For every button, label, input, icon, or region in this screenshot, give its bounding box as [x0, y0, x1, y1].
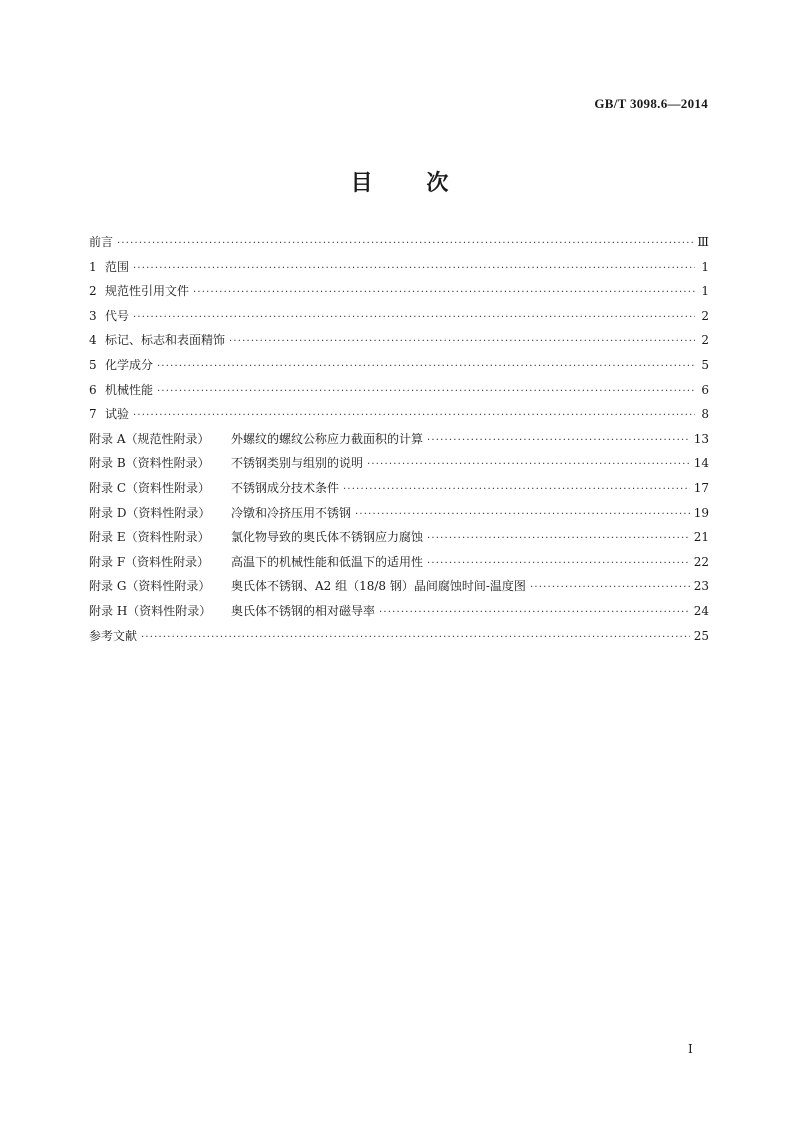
page-title: [0, 166, 799, 197]
toc-entry-label: 高温下的机械性能和低温下的适用性: [231, 554, 424, 569]
dot-leader: [427, 431, 690, 451]
toc-entry[interactable]: [89, 601, 709, 626]
toc-entry-page: 14: [693, 456, 709, 471]
toc-entry-annex: 附录 G（资料性附录）: [89, 579, 211, 594]
toc-entry-label: 试验: [105, 407, 130, 422]
standard-code: GB/T 3098.6—2014: [594, 96, 708, 111]
dot-leader: [530, 578, 690, 598]
toc-entry[interactable]: [89, 257, 709, 282]
dot-leader: [193, 283, 695, 303]
toc-entry-page: 21: [693, 530, 709, 545]
toc-entry-page: 2: [701, 308, 709, 323]
toc-entry-number: 2: [89, 284, 97, 299]
toc-entry-page: 25: [693, 628, 709, 643]
toc-entry-page: 13: [693, 431, 709, 446]
toc-entry-label: 前言: [89, 235, 114, 249]
toc-entry[interactable]: [89, 503, 709, 528]
toc-entry[interactable]: [89, 527, 709, 552]
toc-entry[interactable]: [89, 330, 709, 355]
dot-leader: [229, 332, 695, 352]
toc-entry-annex: 附录 B（资料性附录）: [89, 456, 210, 471]
toc-entry-label: 化学成分: [105, 357, 154, 372]
toc-entry-label: 规范性引用文件: [105, 284, 190, 299]
toc-entry-annex: 附录 A（规范性附录）: [89, 431, 210, 446]
toc-entry-annex: 附录 H（资料性附录）: [89, 603, 212, 618]
toc-entry-page: 17: [693, 480, 709, 495]
toc-entry-label: 机械性能: [105, 382, 154, 397]
title-char-2: 次: [426, 170, 449, 196]
dot-leader: [355, 505, 690, 525]
toc-entry-page: 1: [701, 259, 709, 274]
toc-entry-page: 6: [701, 382, 709, 397]
toc-entry-page: 2: [701, 333, 709, 348]
toc-entry-label: 代号: [105, 308, 130, 323]
toc-entry-label: 奥氏体不锈钢、A2 组（18/8 钢）晶间腐蚀时间-温度图: [231, 579, 526, 594]
toc-entry[interactable]: [89, 429, 709, 454]
toc-entry[interactable]: [89, 576, 709, 601]
toc-entry[interactable]: [89, 453, 709, 478]
toc-entry-number: 1: [89, 259, 97, 274]
toc-entry-label: 奥氏体不锈钢的相对磁导率: [231, 603, 376, 618]
dot-leader: [133, 406, 695, 426]
toc-entry-page: 22: [693, 554, 709, 569]
toc-entry-annex: 附录 F（资料性附录）: [89, 554, 210, 569]
toc-entry-annex: 附录 E（资料性附录）: [89, 530, 210, 545]
toc-entry[interactable]: [89, 232, 709, 257]
toc-entry-page: 1: [701, 284, 709, 299]
toc-entry[interactable]: [89, 306, 709, 331]
toc-entry-number: 3: [89, 308, 97, 323]
toc-entry-label: 参考文献: [89, 628, 138, 643]
toc-entry-number: 6: [89, 382, 97, 397]
toc-entry-label: 不锈钢成分技术条件: [231, 480, 340, 495]
toc-entry-page: 24: [693, 603, 709, 618]
toc-entry-number: 5: [89, 357, 97, 372]
toc-entry-annex: 附录 D（资料性附录）: [89, 505, 211, 520]
dot-leader: [379, 603, 690, 623]
toc-entry-label: 不锈钢类别与组别的说明: [231, 456, 364, 471]
dot-leader: [343, 480, 690, 500]
toc-entry-label: 冷镦和冷挤压用不锈钢: [231, 505, 352, 520]
toc-entry[interactable]: [89, 281, 709, 306]
title-char-1: 目: [350, 170, 373, 196]
toc-entry-page: 5: [701, 357, 709, 372]
toc-entry-page: 19: [693, 505, 709, 520]
toc-entry-annex: 附录 C（资料性附录）: [89, 480, 210, 495]
dot-leader: [157, 382, 695, 402]
toc-entry[interactable]: [89, 478, 709, 503]
toc-entry-page: Ⅲ: [697, 235, 709, 249]
toc-entry[interactable]: [89, 552, 709, 577]
toc-entry-label: 外螺纹的螺纹公称应力截面积的计算: [231, 431, 424, 446]
toc-entry-page: 23: [693, 579, 709, 594]
toc-entry[interactable]: [89, 626, 709, 651]
table-of-contents: [89, 232, 709, 650]
toc-entry-page: 8: [701, 407, 709, 422]
dot-leader: [157, 357, 695, 377]
dot-leader: [133, 259, 695, 279]
toc-entry-number: 7: [89, 407, 97, 422]
dot-leader: [117, 234, 693, 254]
dot-leader: [141, 628, 690, 648]
toc-entry-label: 标记、标志和表面精饰: [105, 333, 226, 348]
toc-entry-label: 氯化物导致的奥氏体不锈钢应力腐蚀: [231, 530, 424, 545]
dot-leader: [427, 529, 690, 549]
toc-entry[interactable]: [89, 404, 709, 429]
dot-leader: [133, 308, 695, 328]
toc-entry[interactable]: [89, 380, 709, 405]
toc-entry-label: 范围: [105, 259, 130, 274]
footer-page-number: I: [688, 1042, 693, 1056]
dot-leader: [367, 455, 690, 475]
dot-leader: [427, 554, 690, 574]
toc-entry-number: 4: [89, 333, 97, 348]
toc-entry[interactable]: [89, 355, 709, 380]
